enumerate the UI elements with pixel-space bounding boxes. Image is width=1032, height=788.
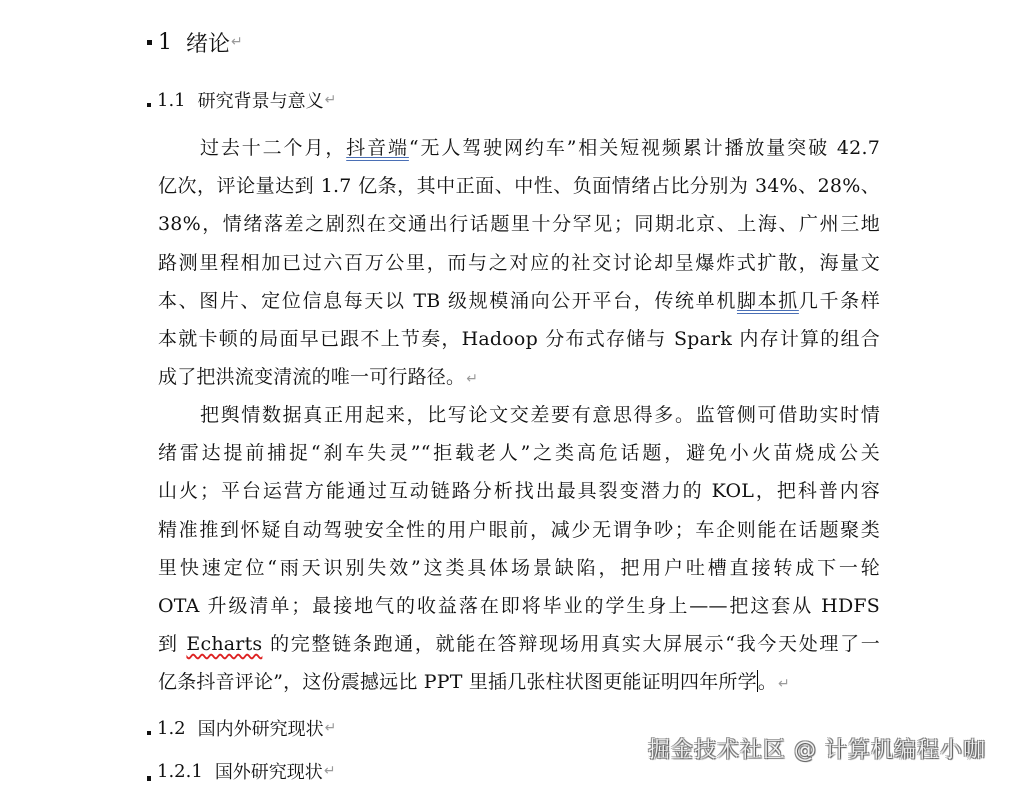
heading-title: 国内外研究现状	[197, 719, 324, 740]
paragraph-background[interactable]	[158, 129, 880, 398]
text-line: 到 Echarts 的完整链条跑通，就能在答辩现场用真实大屏展示“我今天处理了一	[158, 633, 880, 656]
text-line: 亿次，评论量达到 1.7 亿条，其中正面、中性、负面情绪占比分别为 34%、28%、	[158, 175, 880, 198]
heading-1-1-background[interactable]	[147, 86, 336, 114]
text-line: 38%，情绪落差之剧烈在交通出行话题里十分罕见；同期北京、上海、广州三地	[158, 213, 880, 236]
text-line: 亿条抖音评论”，这份震撼远比 PPT 里插几张柱状图更能证明四年所学。↵	[158, 671, 790, 694]
grammar-flagged-text[interactable]: 抖音端	[346, 137, 409, 159]
heading-1-2-research-status[interactable]	[147, 714, 336, 742]
heading-title: 国外研究现状	[214, 762, 323, 783]
heading-number: 1	[158, 29, 172, 55]
paragraph-mark-icon: ↵	[323, 763, 336, 779]
text-line: OTA 升级清单；最接地气的收益落在即将毕业的学生身上——把这套从 HDFS	[158, 595, 880, 618]
text-line: 精准推到怀疑自动驾驶安全性的用户眼前，减少无谓争吵；车企则能在话题聚类	[158, 518, 880, 541]
text-line: 本就卡顿的局面早已跟不上节奏，Hadoop 分布式存储与 Spark 内存计算的组合	[158, 328, 880, 351]
paragraph-significance[interactable]	[158, 396, 880, 704]
heading-number: 1.2	[157, 717, 186, 739]
heading-number: 1.2.1	[157, 760, 203, 782]
heading-1-2-1-foreign-research[interactable]	[147, 757, 336, 785]
text-line: 路测里程相加已过六百万公里，而与之对应的社交讨论却呈爆炸式扩散，海量文	[158, 251, 880, 274]
paragraph-mark-icon: ↵	[324, 720, 337, 736]
watermark: 掘金技术社区 @ 计算机编程小咖	[648, 738, 986, 763]
text-line: 里快速定位“雨天识别失效”这类具体场景缺陷，把用户吐槽直接转成下一轮	[158, 556, 880, 579]
paragraph-mark-icon: ↵	[466, 371, 479, 388]
paragraph-mark-icon: ↵	[778, 676, 790, 693]
heading-title: 绪论	[186, 31, 231, 57]
text-line: 过去十二个月，抖音端“无人驾驶网约车”相关短视频累计播放量突破 42.7	[200, 137, 880, 159]
heading-1-introduction[interactable]	[147, 26, 243, 58]
heading-bullet-icon	[147, 776, 151, 781]
text-line: 成了把洪流变清流的唯一可行路径。↵	[158, 366, 479, 389]
text-line: 把舆情数据真正用起来，比写论文交差要有意思得多。监管侧可借助实时情	[200, 404, 880, 426]
text-line: 绪雷达提前捕捉“刹车失灵”“拒载老人”之类高危话题，避免小火苗烧成公关	[158, 442, 880, 465]
grammar-flagged-text[interactable]: 脚本抓	[736, 289, 799, 312]
paragraph-mark-icon: ↵	[324, 92, 337, 108]
spelling-flagged-text[interactable]: Echarts	[186, 633, 263, 656]
heading-bullet-icon	[147, 731, 151, 735]
heading-title: 研究背景与意义	[197, 91, 324, 112]
paragraph-mark-icon: ↵	[231, 34, 243, 50]
heading-number: 1.1	[157, 89, 186, 111]
heading-bullet-icon	[147, 40, 152, 45]
text-line: 山火；平台运营方能通过互动链路分析找出最具裂变潜力的 KOL，把科普内容	[158, 480, 880, 503]
text-line: 本、图片、定位信息每天以 TB 级规模涌向公开平台，传统单机脚本抓几千条样	[158, 289, 880, 312]
heading-bullet-icon	[147, 103, 151, 107]
